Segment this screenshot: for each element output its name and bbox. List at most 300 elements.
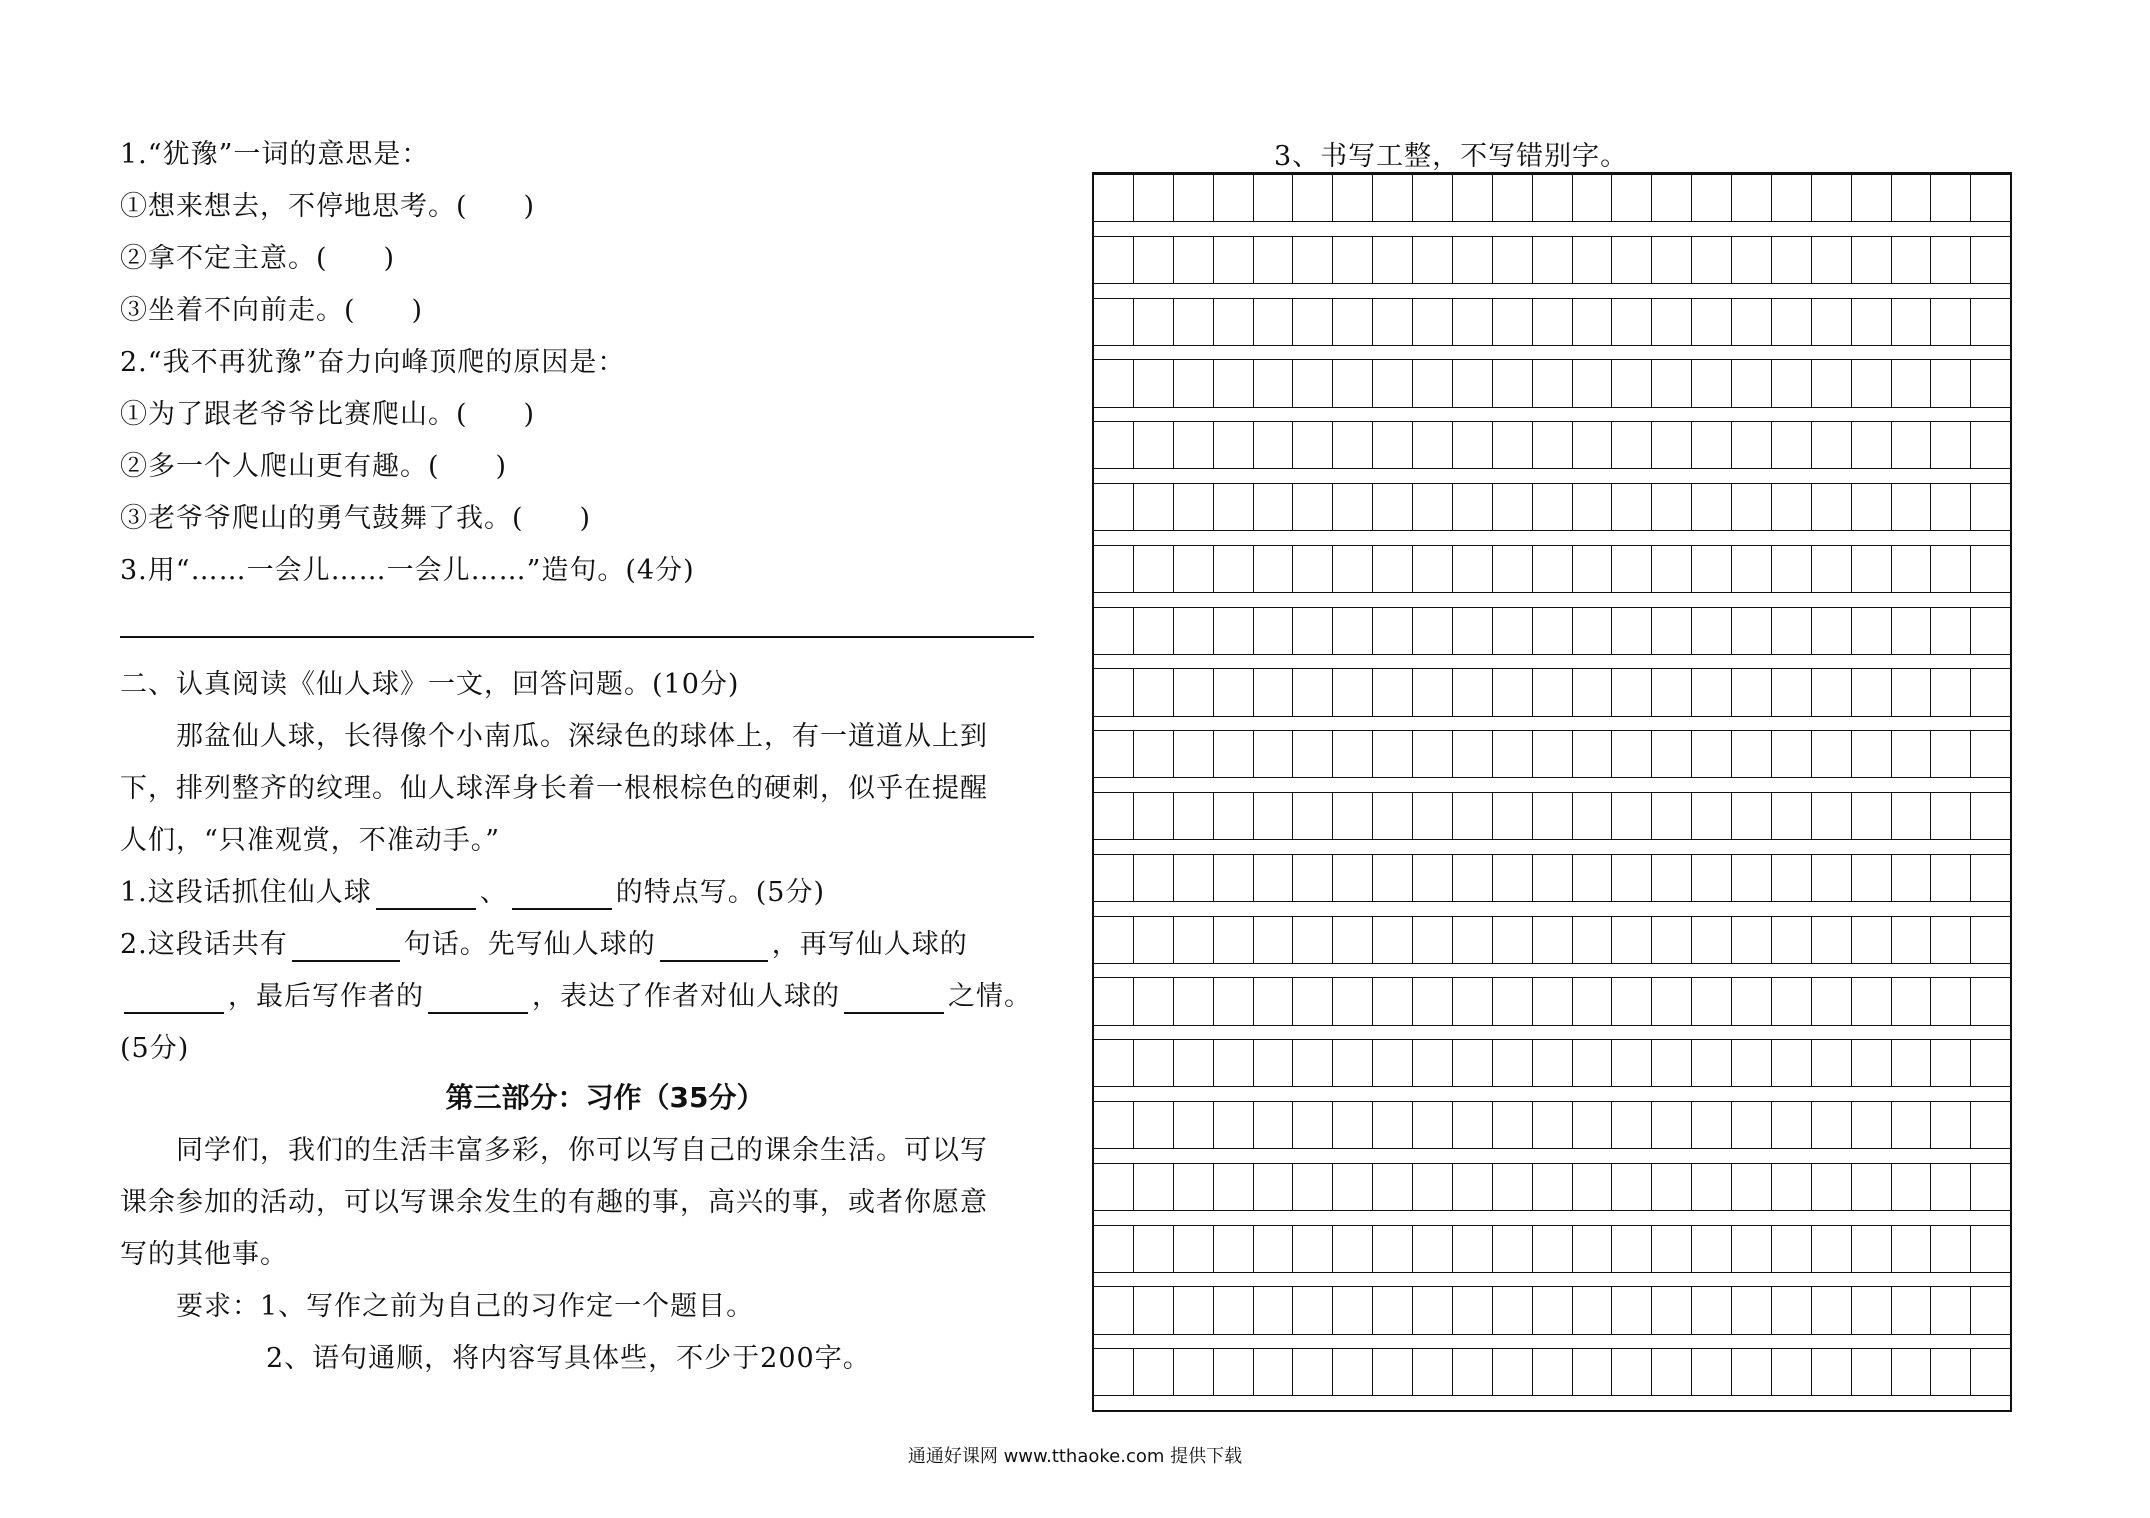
grid-cell[interactable] (1293, 483, 1333, 531)
grid-cell[interactable] (1413, 545, 1453, 593)
grid-cell[interactable] (1812, 1101, 1852, 1149)
grid-cell[interactable] (1971, 298, 2010, 346)
grid-cell[interactable] (1214, 236, 1254, 284)
grid-cell[interactable] (1373, 1163, 1413, 1211)
grid-cell[interactable] (1293, 236, 1333, 284)
grid-cell[interactable] (1333, 730, 1373, 778)
grid-cell[interactable] (1493, 668, 1533, 716)
grid-cell[interactable] (1373, 1225, 1413, 1273)
grid-cell[interactable] (1094, 174, 1134, 222)
grid-cell[interactable] (1134, 483, 1174, 531)
grid-cell[interactable] (1373, 298, 1413, 346)
grid-cell[interactable] (1134, 977, 1174, 1025)
grid-cell[interactable] (1812, 483, 1852, 531)
grid-cell[interactable] (1453, 730, 1493, 778)
grid-cell[interactable] (1573, 174, 1613, 222)
grid-cell[interactable] (1732, 1348, 1772, 1396)
grid-cell[interactable] (1214, 668, 1254, 716)
grid-cell[interactable] (1931, 1225, 1971, 1273)
grid-cell[interactable] (1453, 298, 1493, 346)
grid-cell[interactable] (1214, 359, 1254, 407)
grid-cell[interactable] (1134, 854, 1174, 902)
grid-cell[interactable] (1094, 1286, 1134, 1334)
grid-cell[interactable] (1692, 174, 1732, 222)
grid-cell[interactable] (1453, 607, 1493, 655)
grid-cell[interactable] (1692, 916, 1732, 964)
grid-cell[interactable] (1214, 545, 1254, 593)
grid-cell[interactable] (1652, 298, 1692, 346)
grid-cell[interactable] (1533, 359, 1573, 407)
grid-cell[interactable] (1732, 1163, 1772, 1211)
grid-cell[interactable] (1573, 1039, 1613, 1087)
grid-cell[interactable] (1652, 359, 1692, 407)
grid-cell[interactable] (1931, 421, 1971, 469)
grid-cell[interactable] (1533, 1225, 1573, 1273)
grid-cell[interactable] (1852, 1039, 1892, 1087)
grid-cell[interactable] (1692, 1163, 1732, 1211)
grid-cell[interactable] (1094, 916, 1134, 964)
grid-cell[interactable] (1493, 916, 1533, 964)
fill-blank[interactable] (376, 877, 476, 910)
grid-cell[interactable] (1293, 1101, 1333, 1149)
grid-cell[interactable] (1772, 1286, 1812, 1334)
grid-cell[interactable] (1493, 1286, 1533, 1334)
grid-cell[interactable] (1254, 1163, 1294, 1211)
grid-cell[interactable] (1453, 1225, 1493, 1273)
fill-blank[interactable] (124, 981, 224, 1014)
grid-cell[interactable] (1174, 1286, 1214, 1334)
grid-cell[interactable] (1931, 545, 1971, 593)
grid-cell[interactable] (1732, 1039, 1772, 1087)
grid-cell[interactable] (1772, 730, 1812, 778)
grid-cell[interactable] (1892, 607, 1932, 655)
grid-cell[interactable] (1453, 421, 1493, 469)
grid-cell[interactable] (1732, 607, 1772, 655)
grid-cell[interactable] (1573, 916, 1613, 964)
grid-cell[interactable] (1453, 359, 1493, 407)
grid-cell[interactable] (1174, 421, 1214, 469)
grid-cell[interactable] (1214, 916, 1254, 964)
grid-cell[interactable] (1134, 421, 1174, 469)
grid-cell[interactable] (1134, 298, 1174, 346)
grid-cell[interactable] (1692, 1101, 1732, 1149)
grid-cell[interactable] (1134, 1163, 1174, 1211)
grid-cell[interactable] (1094, 298, 1134, 346)
grid-cell[interactable] (1692, 607, 1732, 655)
grid-cell[interactable] (1852, 977, 1892, 1025)
grid-cell[interactable] (1254, 483, 1294, 531)
grid-cell[interactable] (1373, 483, 1413, 531)
grid-cell[interactable] (1892, 730, 1932, 778)
grid-cell[interactable] (1094, 1348, 1134, 1396)
grid-cell[interactable] (1652, 607, 1692, 655)
grid-cell[interactable] (1293, 916, 1333, 964)
grid-cell[interactable] (1493, 359, 1533, 407)
grid-cell[interactable] (1612, 1225, 1652, 1273)
grid-cell[interactable] (1852, 174, 1892, 222)
grid-cell[interactable] (1692, 298, 1732, 346)
grid-cell[interactable] (1692, 483, 1732, 531)
grid-cell[interactable] (1333, 607, 1373, 655)
grid-cell[interactable] (1134, 1225, 1174, 1273)
grid-cell[interactable] (1812, 236, 1852, 284)
grid-cell[interactable] (1333, 977, 1373, 1025)
grid-cell[interactable] (1413, 1039, 1453, 1087)
grid-cell[interactable] (1892, 916, 1932, 964)
fill-blank[interactable] (512, 877, 612, 910)
grid-cell[interactable] (1094, 607, 1134, 655)
grid-cell[interactable] (1652, 421, 1692, 469)
grid-cell[interactable] (1134, 916, 1174, 964)
grid-cell[interactable] (1732, 174, 1772, 222)
grid-cell[interactable] (1652, 1286, 1692, 1334)
grid-cell[interactable] (1293, 1225, 1333, 1273)
grid-cell[interactable] (1493, 792, 1533, 840)
grid-cell[interactable] (1892, 1286, 1932, 1334)
grid-cell[interactable] (1533, 730, 1573, 778)
grid-cell[interactable] (1254, 916, 1294, 964)
grid-cell[interactable] (1612, 298, 1652, 346)
grid-cell[interactable] (1971, 1101, 2010, 1149)
grid-cell[interactable] (1931, 1163, 1971, 1211)
grid-cell[interactable] (1692, 1348, 1732, 1396)
grid-cell[interactable] (1333, 174, 1373, 222)
grid-cell[interactable] (1493, 854, 1533, 902)
grid-cell[interactable] (1772, 298, 1812, 346)
grid-cell[interactable] (1094, 730, 1134, 778)
grid-cell[interactable] (1174, 359, 1214, 407)
grid-cell[interactable] (1612, 174, 1652, 222)
grid-cell[interactable] (1333, 359, 1373, 407)
grid-cell[interactable] (1254, 1348, 1294, 1396)
grid-cell[interactable] (1174, 1163, 1214, 1211)
grid-cell[interactable] (1931, 359, 1971, 407)
grid-cell[interactable] (1333, 668, 1373, 716)
grid-cell[interactable] (1134, 730, 1174, 778)
grid-cell[interactable] (1971, 359, 2010, 407)
grid-cell[interactable] (1971, 792, 2010, 840)
grid-cell[interactable] (1134, 359, 1174, 407)
grid-cell[interactable] (1652, 1163, 1692, 1211)
grid-cell[interactable] (1652, 1101, 1692, 1149)
grid-cell[interactable] (1293, 854, 1333, 902)
grid-cell[interactable] (1812, 1348, 1852, 1396)
grid-cell[interactable] (1573, 730, 1613, 778)
grid-cell[interactable] (1772, 483, 1812, 531)
grid-cell[interactable] (1254, 977, 1294, 1025)
grid-cell[interactable] (1573, 236, 1613, 284)
grid-cell[interactable] (1453, 1101, 1493, 1149)
grid-cell[interactable] (1413, 916, 1453, 964)
grid-cell[interactable] (1971, 854, 2010, 902)
grid-cell[interactable] (1174, 1039, 1214, 1087)
grid-cell[interactable] (1612, 607, 1652, 655)
grid-cell[interactable] (1772, 545, 1812, 593)
grid-cell[interactable] (1772, 1163, 1812, 1211)
grid-cell[interactable] (1652, 977, 1692, 1025)
grid-cell[interactable] (1812, 730, 1852, 778)
grid-cell[interactable] (1931, 668, 1971, 716)
grid-cell[interactable] (1612, 977, 1652, 1025)
grid-cell[interactable] (1573, 421, 1613, 469)
grid-cell[interactable] (1892, 421, 1932, 469)
grid-cell[interactable] (1174, 668, 1214, 716)
grid-cell[interactable] (1931, 977, 1971, 1025)
grid-cell[interactable] (1812, 359, 1852, 407)
grid-cell[interactable] (1094, 854, 1134, 902)
grid-cell[interactable] (1493, 421, 1533, 469)
grid-cell[interactable] (1652, 792, 1692, 840)
grid-cell[interactable] (1174, 977, 1214, 1025)
grid-cell[interactable] (1732, 1225, 1772, 1273)
grid-cell[interactable] (1493, 977, 1533, 1025)
grid-cell[interactable] (1971, 1225, 2010, 1273)
grid-cell[interactable] (1971, 916, 2010, 964)
grid-cell[interactable] (1174, 607, 1214, 655)
grid-cell[interactable] (1812, 854, 1852, 902)
grid-cell[interactable] (1971, 174, 2010, 222)
grid-cell[interactable] (1732, 977, 1772, 1025)
grid-cell[interactable] (1971, 607, 2010, 655)
fill-blank[interactable] (844, 981, 944, 1014)
grid-cell[interactable] (1174, 174, 1214, 222)
composition-grid[interactable] (1092, 172, 2012, 1412)
grid-cell[interactable] (1453, 792, 1493, 840)
grid-cell[interactable] (1732, 792, 1772, 840)
grid-cell[interactable] (1852, 916, 1892, 964)
grid-cell[interactable] (1493, 730, 1533, 778)
grid-cell[interactable] (1612, 545, 1652, 593)
grid-cell[interactable] (1573, 545, 1613, 593)
grid-cell[interactable] (1971, 1348, 2010, 1396)
grid-cell[interactable] (1812, 1163, 1852, 1211)
grid-cell[interactable] (1772, 1348, 1812, 1396)
grid-cell[interactable] (1732, 668, 1772, 716)
grid-cell[interactable] (1333, 1286, 1373, 1334)
grid-cell[interactable] (1732, 545, 1772, 593)
grid-cell[interactable] (1772, 792, 1812, 840)
grid-cell[interactable] (1333, 854, 1373, 902)
grid-cell[interactable] (1732, 730, 1772, 778)
grid-cell[interactable] (1413, 298, 1453, 346)
grid-cell[interactable] (1772, 421, 1812, 469)
grid-cell[interactable] (1852, 545, 1892, 593)
grid-cell[interactable] (1174, 1348, 1214, 1396)
grid-cell[interactable] (1094, 1163, 1134, 1211)
grid-cell[interactable] (1094, 977, 1134, 1025)
grid-cell[interactable] (1333, 1225, 1373, 1273)
grid-cell[interactable] (1214, 607, 1254, 655)
grid-cell[interactable] (1373, 607, 1413, 655)
grid-cell[interactable] (1772, 359, 1812, 407)
grid-cell[interactable] (1892, 792, 1932, 840)
grid-cell[interactable] (1852, 1163, 1892, 1211)
grid-cell[interactable] (1373, 236, 1413, 284)
grid-cell[interactable] (1652, 1039, 1692, 1087)
grid-cell[interactable] (1732, 1101, 1772, 1149)
grid-cell[interactable] (1892, 359, 1932, 407)
grid-cell[interactable] (1373, 1101, 1413, 1149)
grid-cell[interactable] (1573, 298, 1613, 346)
grid-cell[interactable] (1812, 545, 1852, 593)
grid-cell[interactable] (1931, 483, 1971, 531)
grid-cell[interactable] (1373, 545, 1413, 593)
grid-cell[interactable] (1732, 1286, 1772, 1334)
grid-cell[interactable] (1931, 730, 1971, 778)
grid-cell[interactable] (1573, 1286, 1613, 1334)
grid-cell[interactable] (1333, 1039, 1373, 1087)
grid-cell[interactable] (1453, 236, 1493, 284)
grid-cell[interactable] (1214, 792, 1254, 840)
grid-cell[interactable] (1254, 1225, 1294, 1273)
grid-cell[interactable] (1333, 421, 1373, 469)
grid-cell[interactable] (1373, 730, 1413, 778)
grid-cell[interactable] (1971, 977, 2010, 1025)
grid-cell[interactable] (1094, 1225, 1134, 1273)
grid-cell[interactable] (1931, 1286, 1971, 1334)
grid-cell[interactable] (1612, 854, 1652, 902)
grid-cell[interactable] (1134, 1286, 1174, 1334)
grid-cell[interactable] (1453, 854, 1493, 902)
grid-cell[interactable] (1333, 483, 1373, 531)
grid-cell[interactable] (1892, 483, 1932, 531)
grid-cell[interactable] (1333, 1101, 1373, 1149)
grid-cell[interactable] (1533, 298, 1573, 346)
grid-cell[interactable] (1573, 1225, 1613, 1273)
grid-cell[interactable] (1293, 545, 1333, 593)
grid-cell[interactable] (1971, 545, 2010, 593)
grid-cell[interactable] (1493, 174, 1533, 222)
grid-cell[interactable] (1134, 1348, 1174, 1396)
grid-cell[interactable] (1293, 298, 1333, 346)
grid-cell[interactable] (1931, 236, 1971, 284)
grid-cell[interactable] (1174, 483, 1214, 531)
grid-cell[interactable] (1413, 854, 1453, 902)
grid-cell[interactable] (1812, 792, 1852, 840)
grid-cell[interactable] (1931, 174, 1971, 222)
grid-cell[interactable] (1852, 730, 1892, 778)
grid-cell[interactable] (1094, 668, 1134, 716)
grid-cell[interactable] (1293, 421, 1333, 469)
grid-cell[interactable] (1214, 483, 1254, 531)
grid-cell[interactable] (1493, 298, 1533, 346)
grid-cell[interactable] (1573, 483, 1613, 531)
grid-cell[interactable] (1892, 1039, 1932, 1087)
grid-cell[interactable] (1692, 421, 1732, 469)
grid-cell[interactable] (1772, 916, 1812, 964)
grid-cell[interactable] (1453, 1348, 1493, 1396)
grid-cell[interactable] (1373, 1348, 1413, 1396)
grid-cell[interactable] (1254, 359, 1294, 407)
grid-cell[interactable] (1134, 545, 1174, 593)
grid-cell[interactable] (1214, 1039, 1254, 1087)
grid-cell[interactable] (1254, 1286, 1294, 1334)
grid-cell[interactable] (1493, 607, 1533, 655)
grid-cell[interactable] (1254, 545, 1294, 593)
grid-cell[interactable] (1931, 607, 1971, 655)
grid-cell[interactable] (1453, 1163, 1493, 1211)
grid-cell[interactable] (1533, 607, 1573, 655)
grid-cell[interactable] (1652, 1225, 1692, 1273)
grid-cell[interactable] (1533, 1101, 1573, 1149)
grid-cell[interactable] (1573, 1101, 1613, 1149)
grid-cell[interactable] (1214, 1225, 1254, 1273)
grid-cell[interactable] (1413, 1348, 1453, 1396)
grid-cell[interactable] (1493, 1101, 1533, 1149)
grid-cell[interactable] (1254, 236, 1294, 284)
grid-cell[interactable] (1652, 916, 1692, 964)
grid-cell[interactable] (1892, 236, 1932, 284)
grid-cell[interactable] (1692, 977, 1732, 1025)
grid-cell[interactable] (1373, 668, 1413, 716)
grid-cell[interactable] (1852, 359, 1892, 407)
grid-cell[interactable] (1852, 1101, 1892, 1149)
grid-cell[interactable] (1812, 977, 1852, 1025)
grid-cell[interactable] (1413, 607, 1453, 655)
grid-cell[interactable] (1214, 1286, 1254, 1334)
grid-cell[interactable] (1254, 854, 1294, 902)
grid-cell[interactable] (1373, 421, 1413, 469)
grid-cell[interactable] (1931, 854, 1971, 902)
grid-cell[interactable] (1493, 545, 1533, 593)
grid-cell[interactable] (1493, 483, 1533, 531)
grid-cell[interactable] (1732, 483, 1772, 531)
grid-cell[interactable] (1214, 1101, 1254, 1149)
grid-cell[interactable] (1533, 421, 1573, 469)
grid-cell[interactable] (1812, 174, 1852, 222)
grid-cell[interactable] (1612, 1286, 1652, 1334)
grid-cell[interactable] (1812, 1225, 1852, 1273)
grid-cell[interactable] (1293, 792, 1333, 840)
grid-cell[interactable] (1214, 977, 1254, 1025)
grid-cell[interactable] (1612, 1348, 1652, 1396)
grid-cell[interactable] (1254, 1039, 1294, 1087)
grid-cell[interactable] (1533, 792, 1573, 840)
grid-cell[interactable] (1612, 792, 1652, 840)
grid-cell[interactable] (1652, 545, 1692, 593)
grid-cell[interactable] (1931, 1039, 1971, 1087)
grid-cell[interactable] (1413, 1101, 1453, 1149)
grid-cell[interactable] (1453, 174, 1493, 222)
grid-cell[interactable] (1413, 483, 1453, 531)
grid-cell[interactable] (1493, 236, 1533, 284)
grid-cell[interactable] (1413, 730, 1453, 778)
grid-cell[interactable] (1413, 421, 1453, 469)
grid-cell[interactable] (1692, 1225, 1732, 1273)
grid-cell[interactable] (1094, 792, 1134, 840)
grid-cell[interactable] (1413, 359, 1453, 407)
grid-cell[interactable] (1931, 298, 1971, 346)
grid-cell[interactable] (1293, 1163, 1333, 1211)
grid-cell[interactable] (1852, 854, 1892, 902)
grid-cell[interactable] (1493, 1225, 1533, 1273)
grid-cell[interactable] (1134, 607, 1174, 655)
grid-cell[interactable] (1892, 545, 1932, 593)
grid-cell[interactable] (1214, 421, 1254, 469)
grid-cell[interactable] (1573, 792, 1613, 840)
grid-cell[interactable] (1533, 916, 1573, 964)
grid-cell[interactable] (1931, 792, 1971, 840)
grid-cell[interactable] (1812, 1039, 1852, 1087)
grid-cell[interactable] (1453, 545, 1493, 593)
grid-cell[interactable] (1772, 1225, 1812, 1273)
grid-cell[interactable] (1373, 359, 1413, 407)
grid-cell[interactable] (1293, 1039, 1333, 1087)
grid-cell[interactable] (1333, 236, 1373, 284)
grid-cell[interactable] (1333, 1348, 1373, 1396)
grid-cell[interactable] (1174, 792, 1214, 840)
grid-cell[interactable] (1413, 236, 1453, 284)
